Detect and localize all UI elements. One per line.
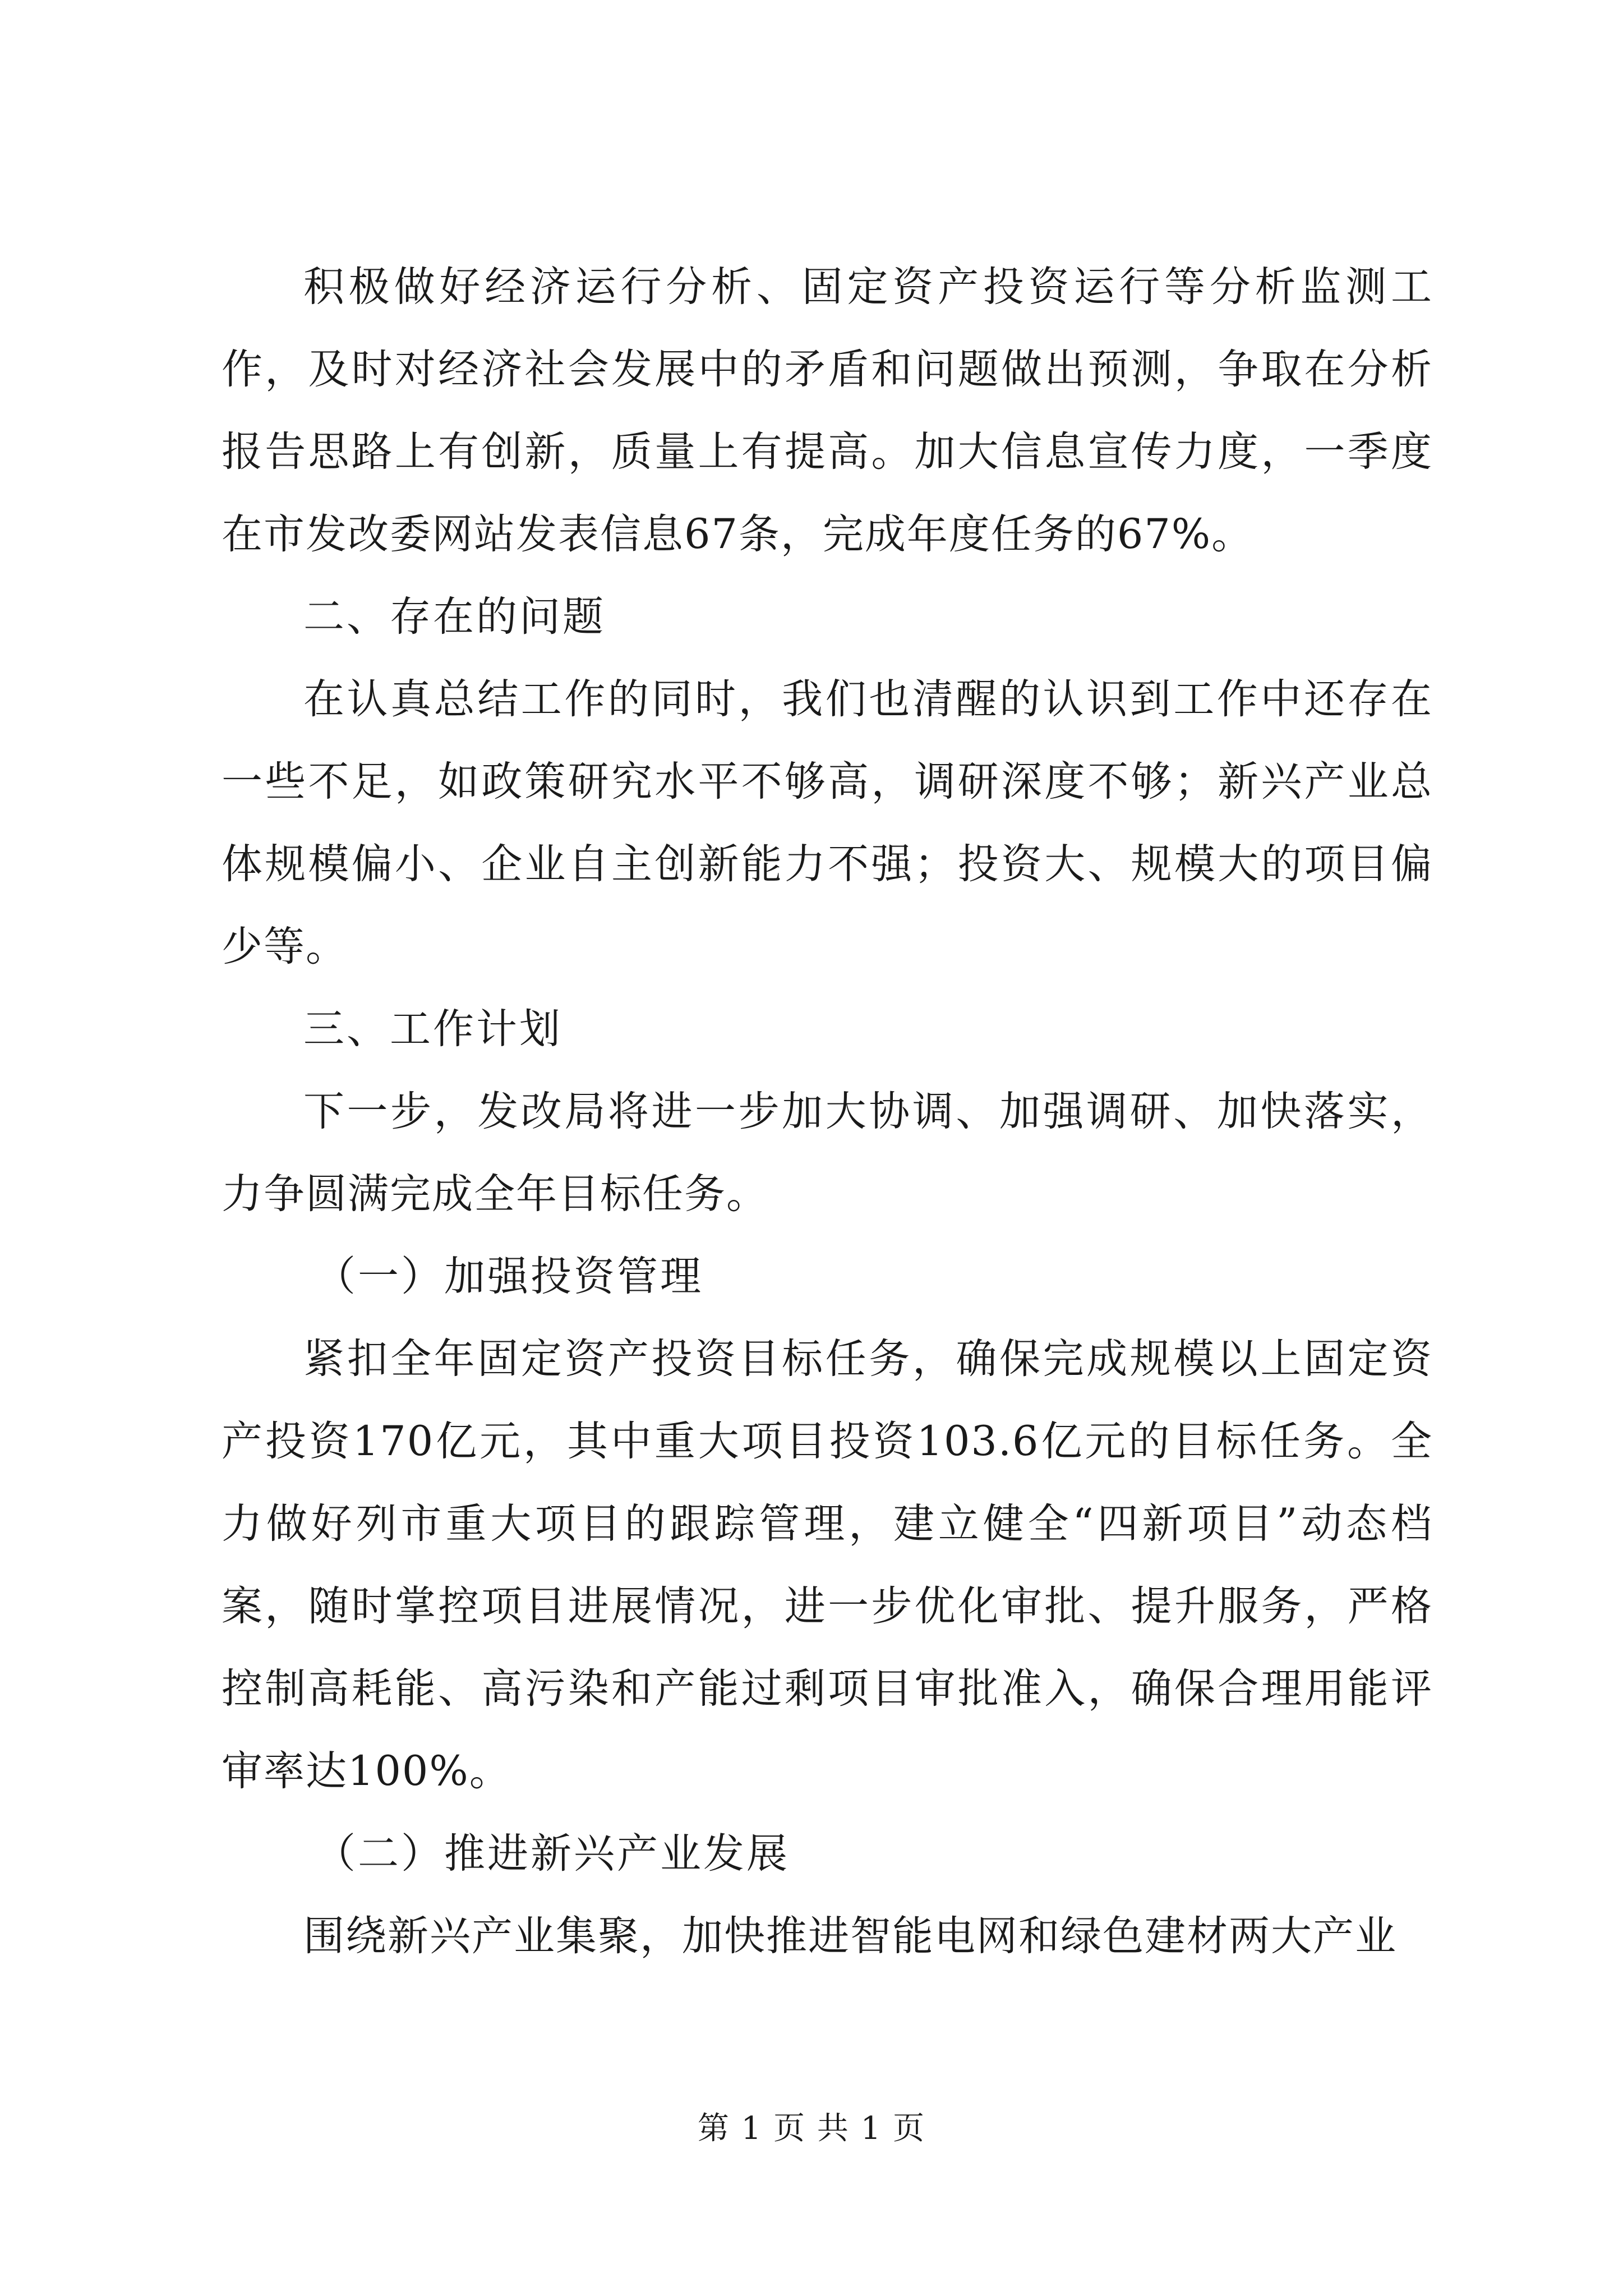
subheading-emerging-industries: （二）推进新兴产业发展 bbox=[315, 1830, 790, 1878]
document-body bbox=[222, 246, 1433, 1977]
paragraph-economic-analysis: 积极做好经济运行分析、固定资产投资运行等分析监测工作，及时对经济社会发展中的矛盾和问题做出预测，争取在分析报告思路上有创新，质量上有提高。加大信息宣传力度，一季度在市发改委网站发表信息67条，完成年度任务的67%。 bbox=[222, 263, 1433, 558]
paragraph-investment-management: 紧扣全年固定资产投资目标任务，确保完成规模以上固定资产投资170亿元，其中重大项目投资103.6亿元的目标任务。全力做好列市重大项目的跟踪管理，建立健全“四新项目”动态档案，随时掌控项目进展情况，进一步优化审批、提升服务，严格控制高耗能、高污染和产能过剩项目审批准入，确保合理用能评审率达100%。 bbox=[222, 1335, 1433, 1795]
subheading-investment-management: （一）加强投资管理 bbox=[315, 1253, 703, 1300]
paragraph-emerging-industries: 围绕新兴产业集聚，加快推进智能电网和绿色建材两大产业 bbox=[303, 1912, 1397, 1960]
paragraph-work-plan: 下一步，发改局将进一步加大协调、加强调研、加快落实，力争圆满完成全年目标任务。 bbox=[222, 1088, 1433, 1218]
section-heading-work-plan: 三、工作计划 bbox=[303, 1005, 562, 1053]
paragraph-problems: 在认真总结工作的同时，我们也清醒的认识到工作中还存在一些不足，如政策研究水平不够高，调研深度不够；新兴产业总体规模偏小、企业自主创新能力不强；投资大、规模大的项目偏少等。 bbox=[222, 675, 1433, 970]
section-heading-problems: 二、存在的问题 bbox=[303, 593, 606, 641]
page-number-footer: 第 1 页 共 1 页 bbox=[697, 2110, 926, 2147]
